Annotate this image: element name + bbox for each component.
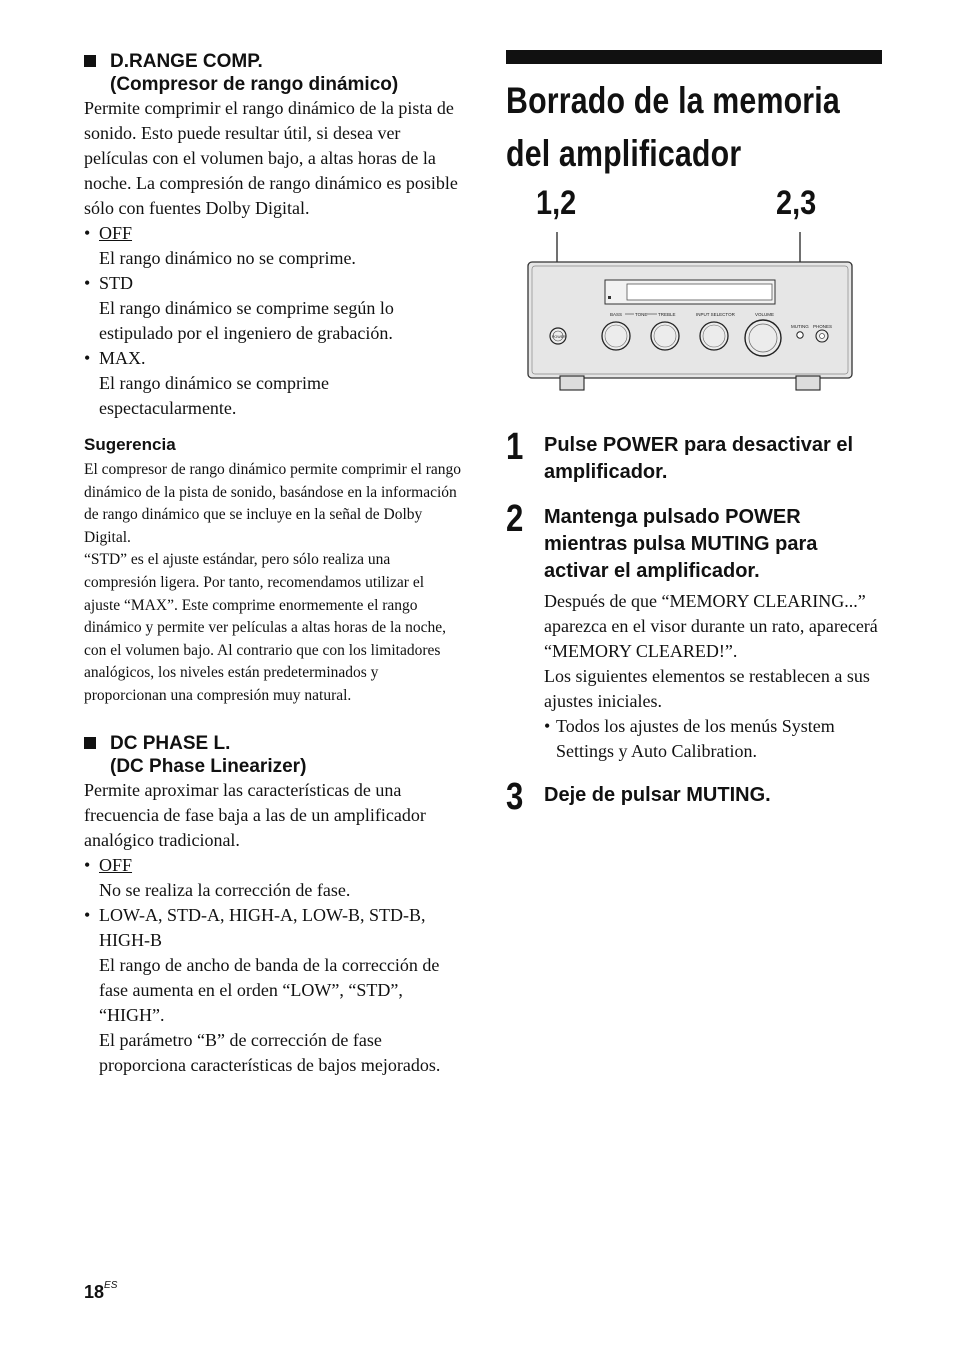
left-foot: [560, 376, 584, 390]
step-text: Pulse POWER para desactivar el amplificador.: [544, 434, 854, 483]
drange-options: [84, 221, 462, 421]
step-number: 3: [506, 776, 524, 818]
label-phones: PHONES: [813, 324, 833, 329]
drange-option-std: • STD El rango dinámico se comprime según lo estipulado por el ingeniero de grabación.: [84, 273, 394, 343]
dcphase-heading-line1: DC PHASE L.: [110, 732, 231, 754]
label-input-selector: INPUT SELECTOR: [696, 312, 735, 317]
drange-option-off: • OFF El rango dinámico no se comprime.: [84, 223, 356, 268]
right-column: [506, 50, 882, 180]
section-square-icon: [84, 737, 96, 749]
right-foot: [796, 376, 820, 390]
page-number: $18^{ES}$: [84, 1280, 118, 1302]
dcphase-option-levels: • LOW-A, STD-A, HIGH-A, LOW-B, STD-B, HIGH-B El rango de ancho de banda de la corrección de fase aumenta en el orden “LOW”, “STD”, “HIGH”. El parámetro “B” de corrección de fase proporciona características de bajos mejorados.: [84, 904, 441, 1075]
step-2: [506, 498, 882, 764]
dcphase-intro: Permite aproximar las características de una frecuencia de fase baja a las de un amplificador analógico tradicional.: [84, 779, 426, 850]
dcphase-options: [84, 853, 462, 1078]
step-3: [506, 776, 882, 818]
drange-intro: Permite comprimir el rango dinámico de la pista de sonido. Esto puede resultar útil, si desea ver películas con el volumen bajo, a altas horas de la noche. La compresión de rango dinámico es posible sólo con fuentes Dolby Digital.: [84, 98, 458, 218]
label-bass: BASS: [610, 312, 623, 317]
input-selector-knob: [700, 322, 728, 350]
svg-text:POWER: POWER: [552, 335, 566, 339]
muting-button: [797, 332, 803, 338]
dcphase-heading-line2: (DC Phase Linearizer): [110, 755, 307, 777]
treble-knob: [651, 322, 679, 350]
drange-heading-line1: D.RANGE COMP.: [110, 51, 263, 72]
step-number: 2: [506, 498, 524, 540]
steps: [506, 426, 882, 818]
step-1: [506, 426, 882, 486]
bass-knob: [602, 322, 630, 350]
label-treble: TREBLE: [658, 312, 676, 317]
drange-option-max: • MAX. El rango dinámico se comprime espectacularmente.: [84, 348, 329, 418]
step-2-bullet: • Todos los ajustes de los menús System Settings y Auto Calibration.: [544, 716, 835, 761]
amplifier-figure: [506, 180, 882, 400]
tip-title: Sugerencia: [84, 435, 176, 454]
title-rule: [506, 50, 882, 64]
step-2-body-1: Después de que “MEMORY CLEARING...” aparezca en el visor durante un rato, aparecerá “MEMORY CLEARED!”.: [544, 591, 878, 661]
drange-heading-line2: (Compresor de rango dinámico): [110, 74, 399, 95]
dcphase-heading: [84, 732, 462, 778]
section-square-icon: [84, 55, 96, 67]
callout-1-2: 1,2: [536, 184, 577, 222]
page-language: ES: [104, 1280, 118, 1291]
label-muting: MUTING: [791, 324, 809, 329]
tip-paragraph-2: “STD” es el ajuste estándar, pero sólo realiza una compresión ligera. Por tanto, recomendamos utilizar el ajuste “MAX”. Este comprime enormemente el rango dinámico y permite ver películas a altas horas de la noche, con el volumen bajo. Al contrario que con los limitadores analógicos, los niveles están predeterminados y proporcionan una compresión muy natural.: [84, 551, 446, 704]
drange-heading: [84, 50, 462, 96]
volume-knob: [745, 320, 781, 356]
label-volume: VOLUME: [755, 312, 775, 317]
tip-paragraph-1: El compresor de rango dinámico permite comprimir el rango dinámico de la pista de sonido, basándose en la información de rango dinámico que se incluye en la señal de Dolby Digital.: [84, 461, 462, 546]
step-number: 1: [506, 426, 524, 468]
callout-2-3: 2,3: [776, 184, 817, 222]
amplifier-body: [528, 262, 852, 378]
step-2-body-2: Los siguientes elementos se restablecen a sus ajustes iniciales.: [544, 666, 870, 711]
step-text: Mantenga pulsado POWER mientras pulsa MUTING para activar el amplificador.: [544, 506, 818, 582]
section-title: Borrado de la memoria del amplificador: [506, 80, 840, 174]
amplifier-front-panel-illustration: [506, 180, 882, 400]
left-column: [84, 50, 462, 1078]
label-tone: TONE: [635, 312, 648, 317]
step-text: Deje de pulsar MUTING.: [544, 784, 771, 806]
dcphase-option-off: • OFF No se realiza la corrección de fase.: [84, 854, 351, 900]
